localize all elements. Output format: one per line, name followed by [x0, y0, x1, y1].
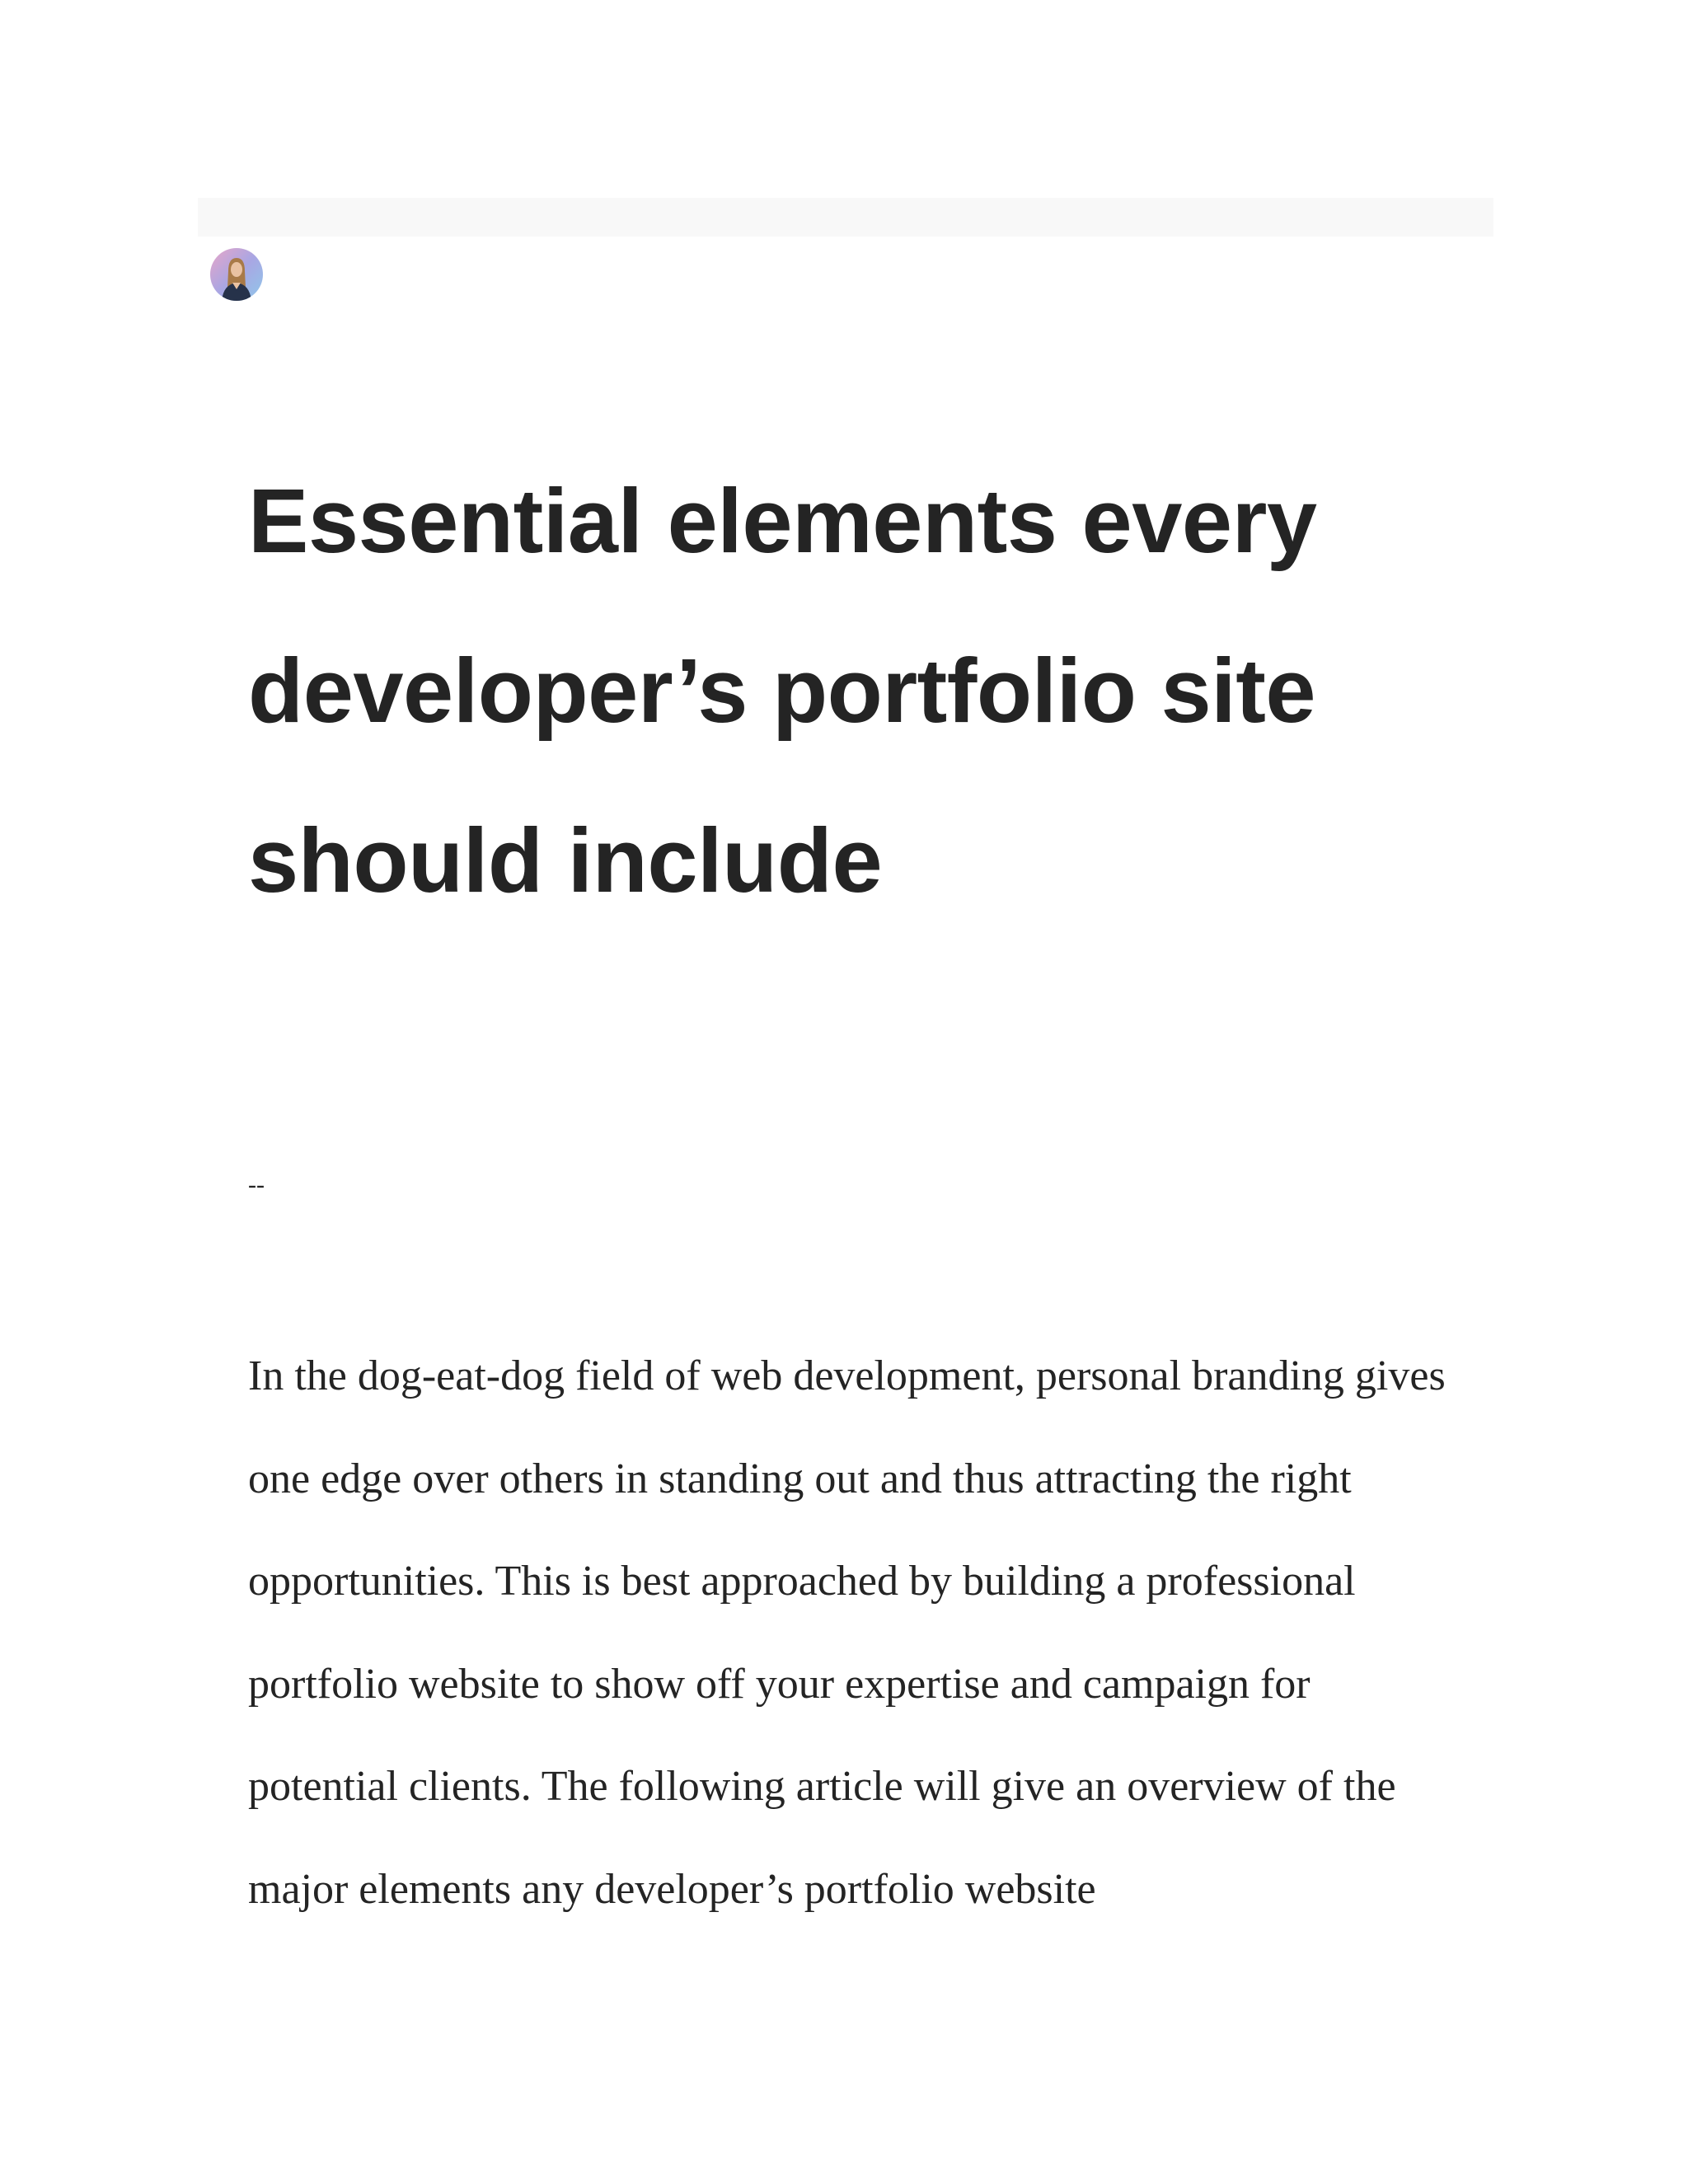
separator: --: [248, 1171, 265, 1198]
author-avatar-icon[interactable]: [210, 248, 263, 301]
article-intro-paragraph: In the dog-eat-dog field of web development, personal branding gives one edge over others in standing out and thus attracting the right opportunities. This is best approached by building a professional portfolio website to show off your expertise and campaign for potential clients. The following article will give an overview of the major elements any developer’s portfolio website: [248, 1352, 1446, 1913]
article-title: Essential elements every developer’s portfolio site should include: [248, 471, 1317, 912]
avatar-image: [210, 248, 263, 301]
top-bar: [198, 198, 1493, 237]
